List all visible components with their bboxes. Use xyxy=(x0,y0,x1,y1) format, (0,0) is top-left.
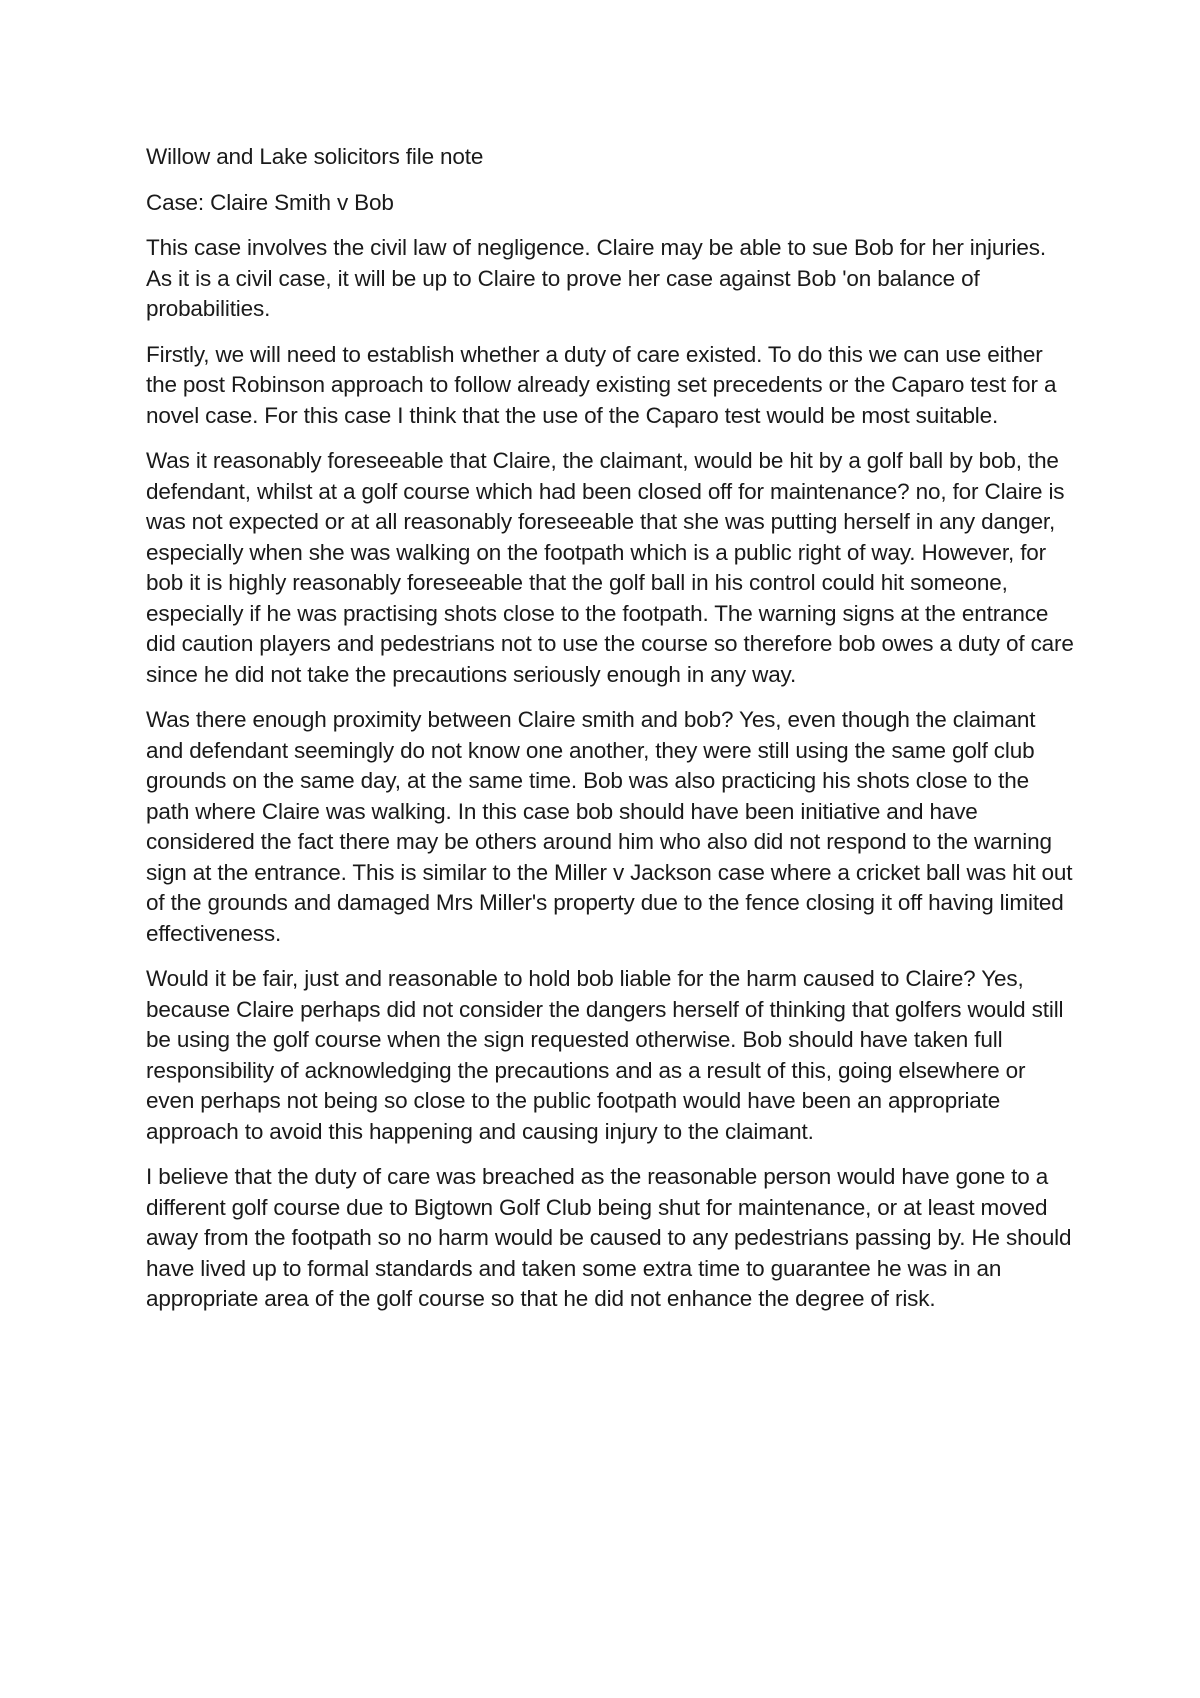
paragraph-foreseeability: Was it reasonably foreseeable that Claire, the claimant, would be hit by a golf ball by bob, the defendant, whilst at a golf course which had been closed off for maintenance? no, for Claire is was not expected or at all reasonably foreseeable that she was putting herself in any danger, especially when she was walking on the footpath which is a public right of way. However, for bob it is highly reasonably foreseeable that the golf ball in his control could hit someone, especially if he was practising shots close to the footpath. The warning signs at the entrance did caution players and pedestrians not to use the course so therefore bob owes a duty of care since he did not take the precautions seriously enough in any way. xyxy=(146,448,1074,687)
paragraph-proximity: Was there enough proximity between Claire smith and bob? Yes, even though the claimant and defendant seemingly do not know one another, they were still using the same golf club grounds on the same day, at the same time. Bob was also practicing his shots close to the path where Claire was walking. In this case bob should have been initiative and have considered the fact there may be others around him who also did not respond to the warning sign at the entrance. This is similar to the Miller v Jackson case where a cricket ball was hit out of the grounds and damaged Mrs Miller's property due to the fence closing it off having limited effectiveness. xyxy=(146,707,1073,946)
document-body xyxy=(146,142,1076,1330)
paragraph-breach: I believe that the duty of care was breached as the reasonable person would have gone to a different golf course due to Bigtown Golf Club being shut for maintenance, or at least moved away from the footpath so no harm would be caused to any pedestrians passing by. He should have lived up to formal standards and taken some extra time to guarantee he was in an appropriate area of the golf course so that he did not enhance the degree of risk. xyxy=(146,1164,1072,1311)
paragraph-duty-of-care: Firstly, we will need to establish whether a duty of care existed. To do this we can use either the post Robinson approach to follow already existing set precedents or the Caparo test for a novel case. For this case I think that the use of the Caparo test would be most suitable. xyxy=(146,341,1057,428)
paragraph-fair-just-reasonable: Would it be fair, just and reasonable to hold bob liable for the harm caused to Claire? Yes, because Claire perhaps did not consider the dangers herself of thinking that golfers would still be using the golf course when the sign requested otherwise. Bob should have taken full responsibility of acknowledging the precautions and as a result of this, going elsewhere or even perhaps not being so close to the public footpath would have been an appropriate approach to avoid this happening and causing injury to the claimant. xyxy=(146,966,1064,1144)
case-title: Case: Claire Smith v Bob xyxy=(146,189,394,215)
paragraph-negligence-intro: This case involves the civil law of negligence. Claire may be able to sue Bob for her injuries. As it is a civil case, it will be up to Claire to prove her case against Bob 'on balance of probabilities. xyxy=(146,235,1046,321)
file-note-header: Willow and Lake solicitors file note xyxy=(146,144,484,169)
